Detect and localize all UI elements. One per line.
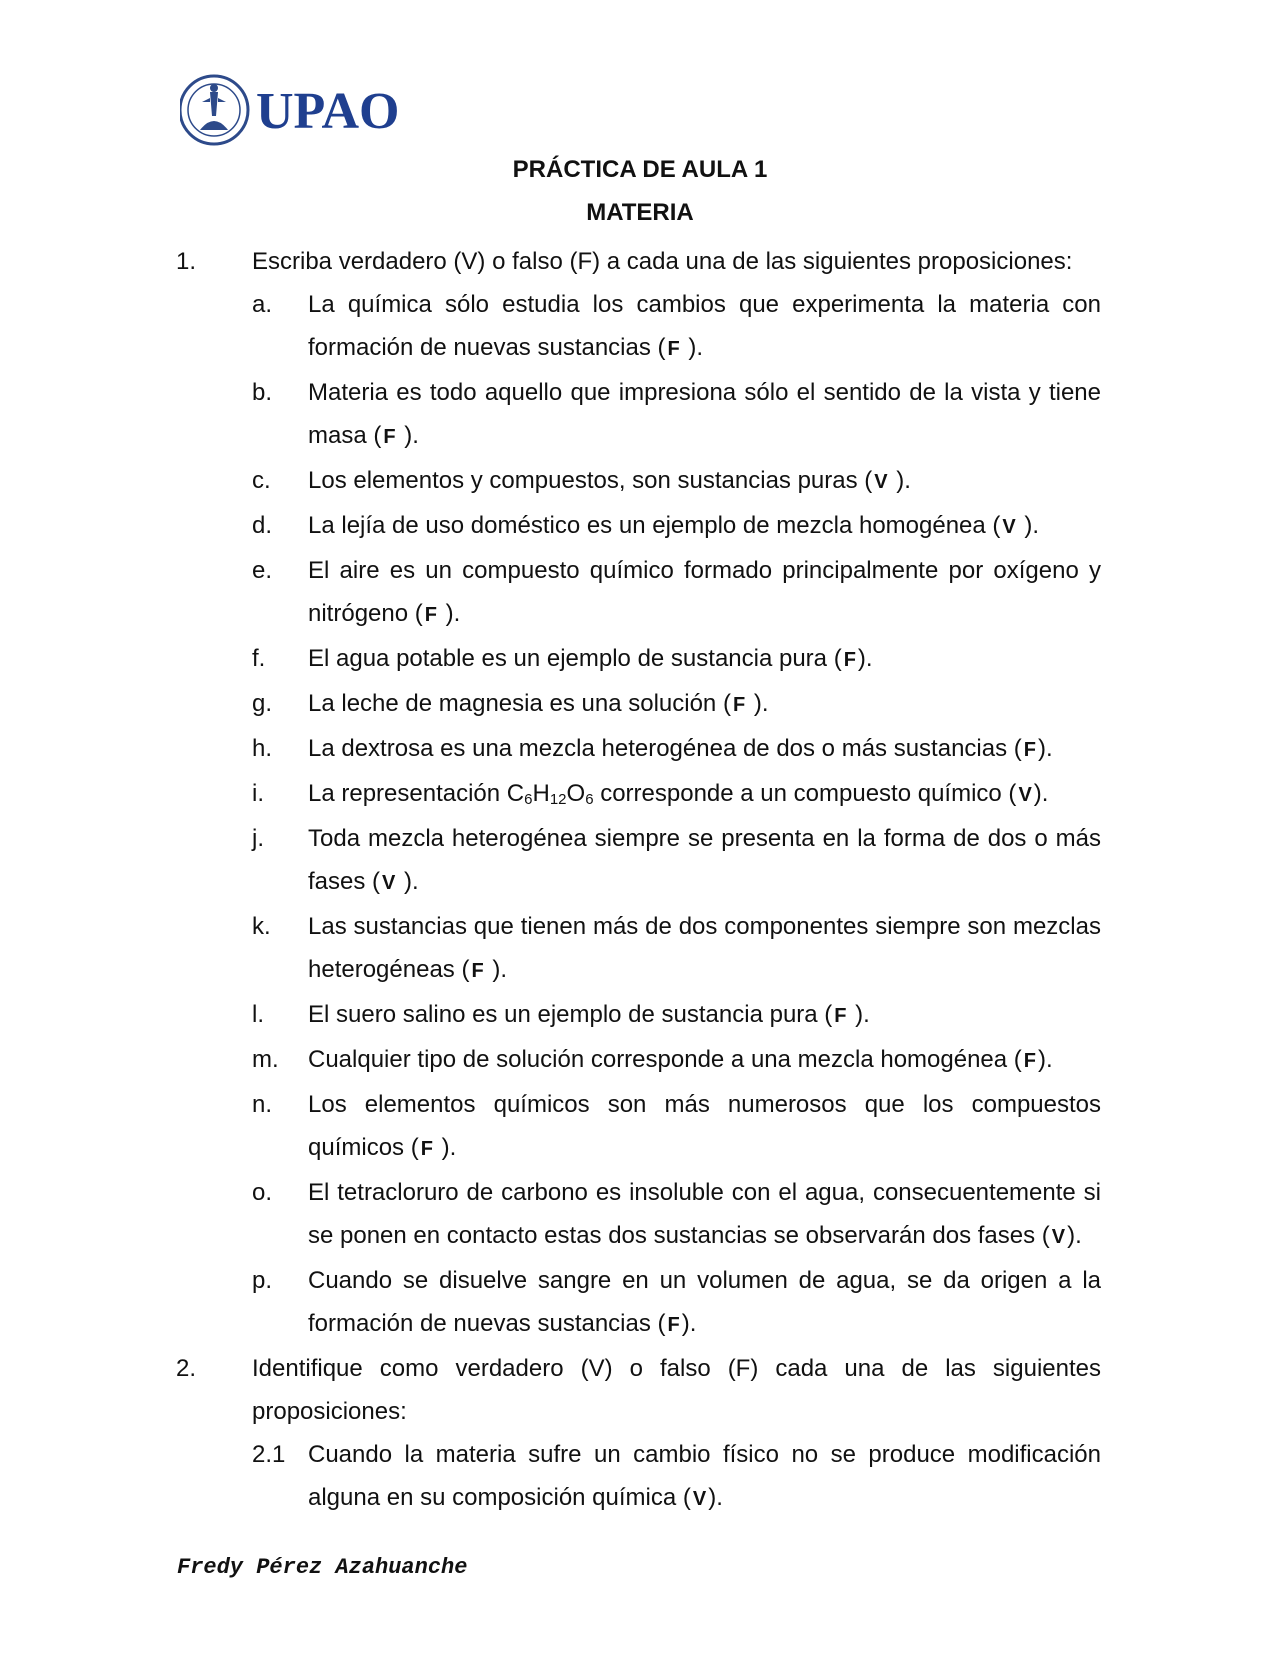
item-end: ).: [485, 956, 507, 983]
answer-mark: V: [1051, 1226, 1066, 1248]
item-label: l.: [252, 1001, 264, 1028]
item-end: ).: [1033, 780, 1049, 807]
list-item: [176, 817, 1101, 905]
item-end: ).: [848, 1001, 870, 1028]
item-label: i.: [252, 780, 264, 807]
item-text: La representación C: [308, 780, 525, 807]
item-end: ).: [1037, 735, 1053, 762]
answer-mark: F: [1023, 1050, 1036, 1072]
item-label: 2.1: [252, 1441, 286, 1468]
item-label: a.: [252, 291, 273, 318]
answer-mark: F: [424, 604, 437, 626]
item-text: corresponde a un compuesto químico (: [593, 780, 1017, 807]
question-number: 2.: [176, 1355, 197, 1382]
item-label: g.: [252, 690, 273, 717]
item-text: La química sólo estudia los cambios que experimenta la materia con formación de nuevas sustancias (: [308, 291, 1101, 361]
list-item: [176, 727, 1101, 772]
item-end: ).: [397, 422, 419, 449]
university-seal-icon: [180, 72, 420, 158]
subscript: 6: [524, 791, 533, 808]
item-text: La lejía de uso doméstico es un ejemplo de mezcla homogénea (: [308, 512, 1001, 539]
item-label: j.: [252, 825, 264, 852]
item-text: El suero salino es un ejemplo de sustancia pura (: [308, 1001, 833, 1028]
item-end: ).: [681, 1310, 697, 1337]
formula-part: H: [532, 780, 550, 807]
item-end: ).: [397, 868, 419, 895]
item-label: f.: [252, 645, 266, 672]
item-end: ).: [708, 1484, 723, 1511]
item-end: ).: [438, 600, 461, 627]
list-item: [176, 549, 1101, 637]
item-text: El agua potable es un ejemplo de sustancia pura (: [308, 645, 842, 672]
question-text: Escriba verdadero (V) o falso (F) a cada una de las siguientes proposiciones:: [252, 248, 1073, 275]
answer-mark: F: [383, 426, 396, 448]
subscript: 12: [549, 791, 567, 808]
answer-mark: F: [667, 1314, 680, 1336]
item-label: d.: [252, 512, 273, 539]
item-label: n.: [252, 1091, 273, 1118]
item-text: Cualquier tipo de solución corresponde a una mezcla homogénea (: [308, 1046, 1022, 1073]
answer-mark: V: [692, 1488, 707, 1510]
answer-mark: F: [834, 1005, 847, 1027]
item-end: ).: [889, 467, 911, 494]
list-item: [176, 637, 1101, 682]
item-end: ).: [1038, 1046, 1053, 1073]
item-label: h.: [252, 735, 273, 762]
question-1: [176, 240, 1101, 283]
answer-mark: V: [382, 872, 396, 894]
item-label: c.: [252, 467, 271, 494]
item-text: Los elementos químicos son más numerosos que los compuestos químicos (: [308, 1091, 1101, 1161]
item-text: Toda mezcla heterogénea siempre se presenta en la forma de dos o más fases (: [308, 825, 1101, 895]
list-item: [176, 772, 1101, 817]
item-end: ).: [1067, 1222, 1082, 1249]
item-text: Las sustancias que tienen más de dos componentes siempre son mezclas heterogéneas (: [308, 913, 1101, 983]
list-item: [176, 1259, 1101, 1347]
item-text: El tetracloruro de carbono es insoluble con el agua, consecuentemente si se ponen en contacto estas dos sustancias se observarán dos fases (: [308, 1179, 1101, 1249]
logo-text: UPAO: [256, 83, 400, 140]
answer-mark: F: [1023, 739, 1036, 761]
list-item: [176, 682, 1101, 727]
item-end: ).: [747, 690, 769, 717]
list-item: [176, 1083, 1101, 1171]
page-subtitle: MATERIA: [586, 199, 694, 226]
list-item: [176, 459, 1101, 504]
list-item: [176, 371, 1101, 459]
answer-mark: F: [420, 1138, 433, 1160]
item-text: La leche de magnesia es una solución (: [308, 690, 731, 717]
list-item: [176, 1433, 1101, 1521]
author-name: Fredy Pérez Azahuanche: [177, 1555, 468, 1580]
list-item: [176, 1038, 1101, 1083]
item-text: La dextrosa es una mezcla heterogénea de dos o más sustancias (: [308, 735, 1022, 762]
item-text: Cuando la materia sufre un cambio físico no se produce modificación alguna en su composición química (: [308, 1441, 1101, 1511]
item-text: El aire es un compuesto químico formado principalmente por oxígeno y nitrógeno (: [308, 557, 1101, 627]
item-end: ).: [1017, 512, 1040, 539]
item-end: ).: [857, 645, 873, 672]
answer-mark: V: [874, 471, 888, 493]
list-item: [176, 905, 1101, 993]
question-text: Identifique como verdadero (V) o falso (F) cada una de las siguientes proposiciones:: [252, 1355, 1101, 1425]
list-item: [176, 283, 1101, 371]
list-item: [176, 504, 1101, 549]
question-number: 1.: [176, 248, 197, 275]
item-label: b.: [252, 379, 273, 406]
answer-mark: F: [667, 338, 680, 360]
question-2: [176, 1347, 1101, 1433]
answer-mark: F: [732, 694, 746, 716]
item-text: Los elementos y compuestos, son sustancias puras (: [308, 467, 873, 494]
list-item: [176, 993, 1101, 1038]
upao-logo: [180, 72, 420, 158]
formula-part: O: [566, 780, 586, 807]
item-label: e.: [252, 557, 273, 584]
item-text: Cuando se disuelve sangre en un volumen de agua, se da origen a la formación de nuevas sustancias (: [308, 1267, 1101, 1337]
item-label: p.: [252, 1267, 273, 1294]
list-item: [176, 1171, 1101, 1259]
answer-mark: F: [843, 649, 856, 671]
item-end: ).: [681, 334, 704, 361]
questions-list: [176, 240, 1101, 1521]
item-text: Materia es todo aquello que impresiona sólo el sentido de la vista y tiene masa (: [308, 379, 1101, 449]
item-label: o.: [252, 1179, 273, 1206]
page-title: PRÁCTICA DE AULA 1: [512, 156, 768, 183]
item-end: ).: [434, 1134, 457, 1161]
item-label: k.: [252, 913, 271, 940]
answer-mark: V: [1018, 784, 1032, 806]
subscript: 6: [585, 791, 594, 808]
item-label: m.: [252, 1046, 279, 1073]
answer-mark: V: [1002, 516, 1016, 538]
answer-mark: F: [471, 960, 484, 982]
